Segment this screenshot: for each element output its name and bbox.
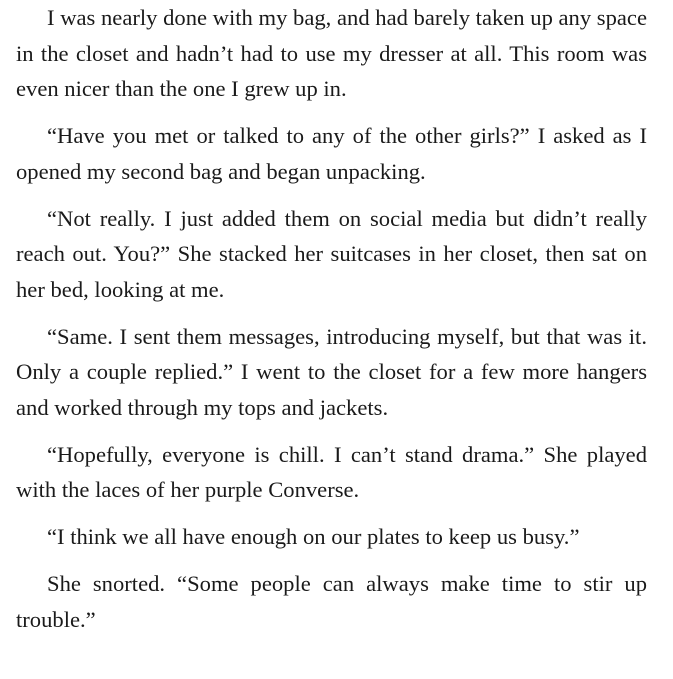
paragraph-3: “Not really. I just added them on social media but didn’t really reach out. You?” She stacked her suitcases in her closet, then sat on her bed, looking at me. [16, 205, 647, 302]
paragraph-1: I was nearly done with my bag, and had barely taken up any space in the closet and hadn’t had to use my dresser at all. This room was even nicer than the one I grew up in. [16, 5, 647, 101]
paragraph-6: “I think we all have enough on our plates to keep us busy.” [47, 524, 580, 549]
paragraph-7: She snorted. “Some people can always make time to stir up trouble.” [16, 571, 647, 632]
paragraph-5: “Hopefully, everyone is chill. I can’t stand drama.” She played with the laces of her purple Converse. [16, 441, 647, 502]
document-page [16, 0, 647, 649]
paragraph-4: “Same. I sent them messages, introducing myself, but that was it. Only a couple replied.” I went to the closet for a few more hangers and worked through my tops and jackets. [16, 323, 647, 420]
paragraph-2: “Have you met or talked to any of the other girls?” I asked as I opened my second bag and began unpacking. [16, 123, 647, 184]
